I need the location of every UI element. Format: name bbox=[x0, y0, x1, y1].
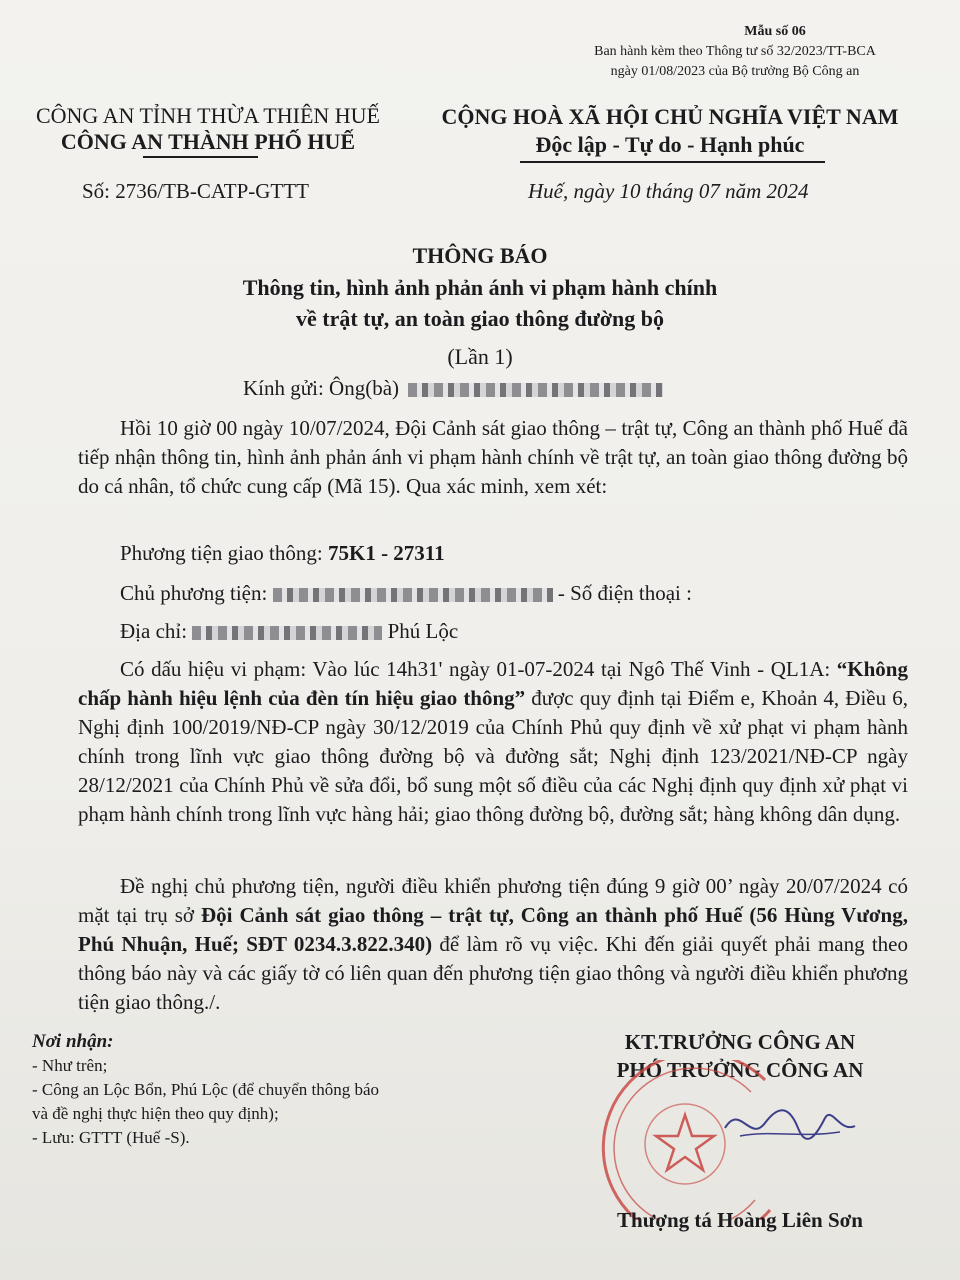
signer-title-1: KT.TRƯỞNG CÔNG AN bbox=[624, 1030, 856, 1054]
signer-title-2: PHÓ TRƯỞNG CÔNG AN bbox=[616, 1058, 864, 1082]
agency-underline bbox=[143, 156, 258, 158]
request-paragraph bbox=[78, 872, 908, 1017]
violation-rest: được quy định tại Điểm e, Khoản 4, Điều 6, Nghị định 100/2019/NĐ-CP ngày 30/12/2019 của Chính Phủ quy định về xử phạt vi phạm hành chính trong lĩnh vực giao thông đường bộ và đường sắt; Nghị định 123/2021/NĐ-CP ngày 28/12/2021 của Chính Phủ về sửa đổi, bổ sung một số điều của các Nghị định quy định xử phạt vi phạm hành chính trong lĩnh vực hàng hải; giao thông đường bộ, đường sắt; hàng không dân dụng. bbox=[78, 686, 908, 826]
phone-label: - Số điện thoại : bbox=[557, 581, 692, 605]
redacted-address bbox=[192, 626, 382, 640]
redacted-name bbox=[408, 383, 663, 397]
recipient-line bbox=[243, 376, 663, 401]
national-header bbox=[420, 103, 920, 159]
document-subtitle-2: về trật tự, an toàn giao thông đường bộ bbox=[295, 306, 664, 331]
violation-quote: “Không chấp hành hiệu lệnh của đèn tín hiệu giao thông” bbox=[78, 657, 908, 710]
recipients-title: Nơi nhận: bbox=[32, 1031, 114, 1052]
handwritten-signature-icon bbox=[720, 1098, 860, 1148]
agency-parent: CÔNG AN TỈNH THỪA THIÊN HUẾ bbox=[35, 103, 380, 128]
form-issued-line-2: ngày 01/08/2023 của Bộ trưởng Bộ Công an bbox=[610, 64, 860, 79]
recipient-item: - Như trên; bbox=[32, 1056, 108, 1075]
signer-name: Thượng tá Hoàng Liên Sơn bbox=[617, 1208, 863, 1232]
license-plate: 75K1 - 27311 bbox=[327, 541, 445, 565]
recipient-item: - Lưu: GTTT (Huế -S). bbox=[32, 1128, 190, 1147]
recipient-item: - Công an Lộc Bổn, Phú Lộc (để chuyển thông báo bbox=[32, 1080, 380, 1099]
address-label: Địa chỉ: bbox=[120, 619, 188, 643]
form-number-block bbox=[540, 22, 930, 82]
address-line bbox=[120, 619, 458, 644]
document-subtitle-1: Thông tin, hình ảnh phản ánh vi phạm hành chính bbox=[242, 275, 718, 300]
owner-line bbox=[120, 581, 692, 606]
vehicle-line bbox=[120, 541, 445, 566]
document-number: Số: 2736/TB-CATP-GTTT bbox=[82, 179, 309, 203]
place-date: Huế, ngày 10 tháng 07 năm 2024 bbox=[528, 179, 809, 203]
national-title: CỘNG HOÀ XÃ HỘI CHỦ NGHĨA VIỆT NAM bbox=[441, 104, 899, 129]
agency-name: CÔNG AN THÀNH PHỐ HUẾ bbox=[60, 129, 356, 154]
notice-times: (Lần 1) bbox=[447, 344, 513, 369]
vehicle-label: Phương tiện giao thông: bbox=[120, 541, 328, 565]
agency-header bbox=[8, 103, 408, 155]
form-number: Mẫu số 06 bbox=[744, 24, 806, 39]
address-tail: Phú Lộc bbox=[387, 619, 459, 643]
owner-label: Chủ phương tiện: bbox=[120, 581, 268, 605]
request-prefix: Đề nghị chủ phương tiện, người điều khiển phương tiện đúng 9 giờ 00’ ngày 20/07/2024 có mặt tại trụ sở bbox=[78, 874, 908, 927]
form-issued-line-1: Ban hành kèm theo Thông tư số 32/2023/TT-BCA bbox=[594, 44, 876, 59]
redacted-owner bbox=[273, 588, 553, 602]
intro-paragraph: Hồi 10 giờ 00 ngày 10/07/2024, Đội Cảnh sát giao thông – trật tự, Công an thành phố Huế đã tiếp nhận thông tin, hình ảnh phản ánh vi phạm hành chính về trật tự, an toàn giao thông đường bộ do cá nhân, tổ chức cung cấp (Mã 15). Qua xác minh, xem xét: bbox=[78, 416, 908, 498]
motto-underline bbox=[520, 161, 825, 163]
recipients-block bbox=[32, 1030, 379, 1150]
violation-prefix: Có dấu hiệu vi phạm: Vào lúc 14h31' ngày 01-07-2024 tại Ngô Thế Vinh - QL1A: bbox=[120, 657, 837, 681]
national-motto: Độc lập - Tự do - Hạnh phúc bbox=[535, 132, 805, 157]
recipient-label: Kính gửi: Ông(bà) bbox=[243, 376, 400, 400]
violation-paragraph bbox=[78, 655, 908, 829]
request-office: Đội Cảnh sát giao thông – trật tự, Công an thành phố Huế (56 Hùng Vương, Phú Nhuận, Huế; SĐT 0234.3.822.340) bbox=[78, 903, 908, 956]
document-title: THÔNG BÁO bbox=[412, 243, 548, 268]
request-rest: để làm rõ vụ việc. Khi đến giải quyết phải mang theo thông báo này và các giấy tờ có liên quan đến phương tiện giao thông và người điều khiển phương tiện giao thông./. bbox=[78, 932, 909, 1014]
recipient-item: và đề nghị thực hiện theo quy định); bbox=[32, 1104, 279, 1123]
